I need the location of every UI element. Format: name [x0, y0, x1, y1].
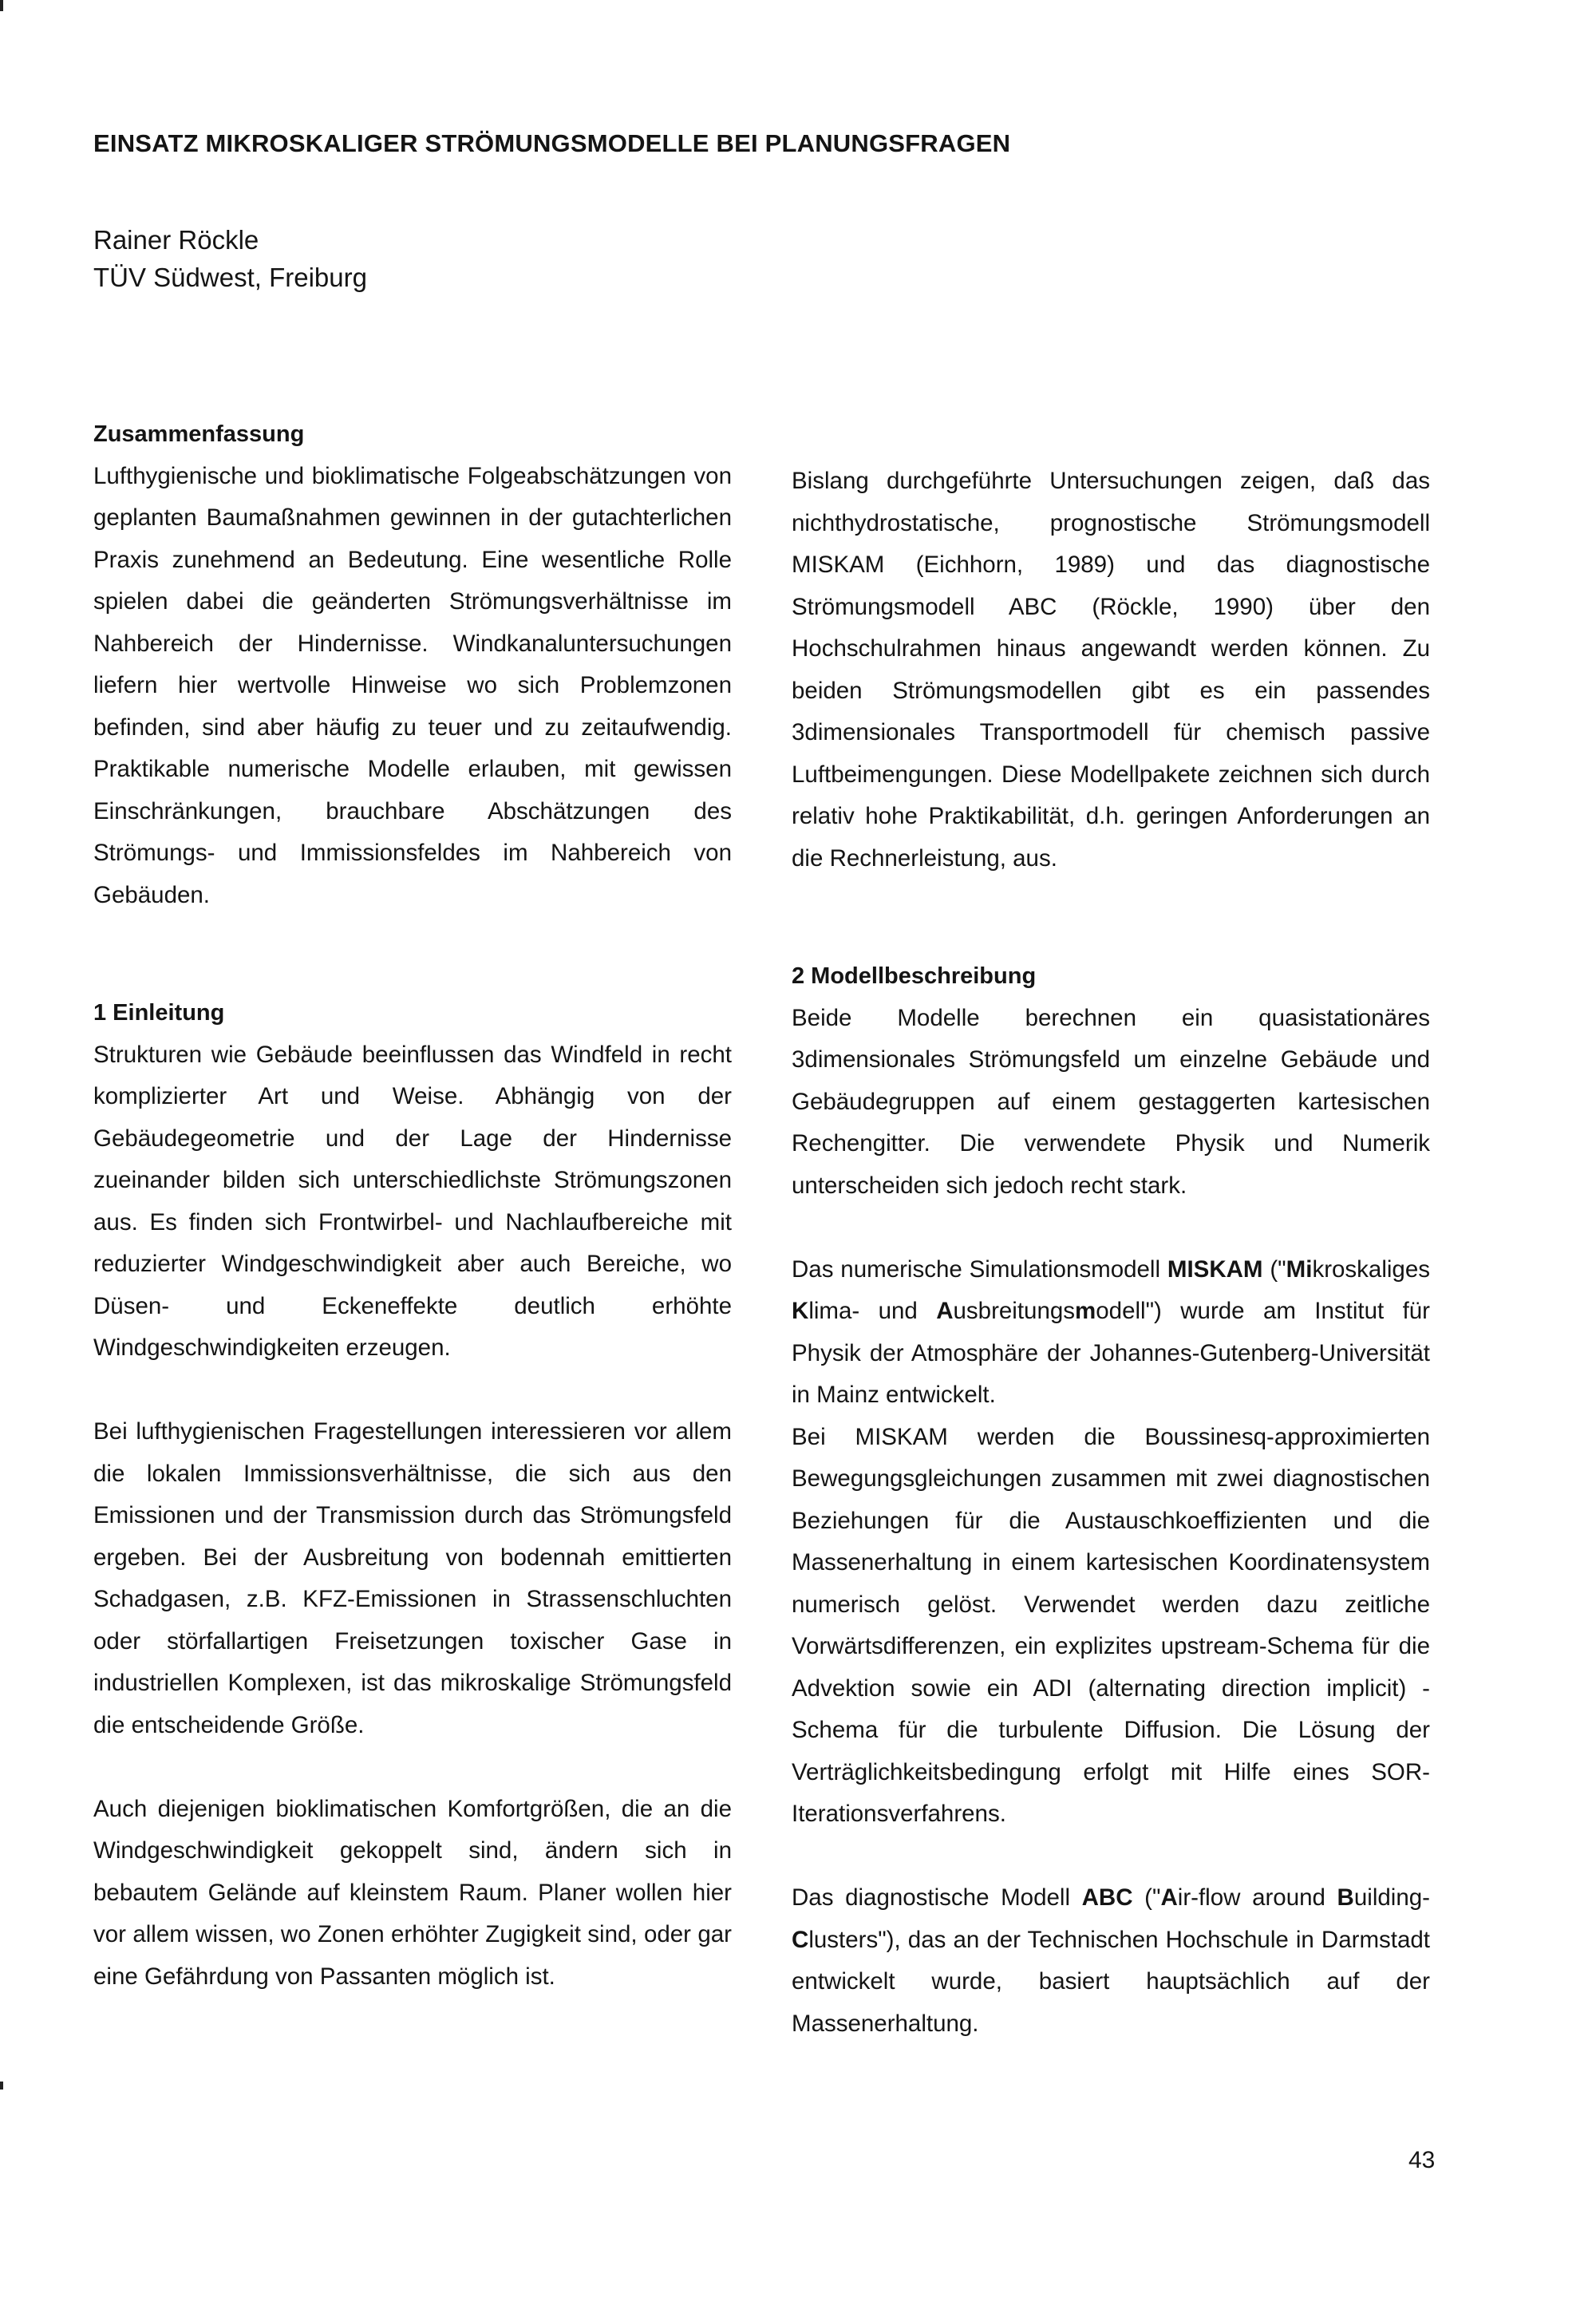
abstract-right-column — [792, 461, 1430, 880]
model-name-miskam: MISKAM — [1167, 1255, 1263, 1283]
scan-edge-mark — [0, 0, 3, 11]
section-heading: 2 Modellbeschreibung — [792, 963, 1037, 989]
body-paragraph: Bei MISKAM werden die Boussinesq-approximierten Bewegungsgleichungen zusammen mit zwei diagnostischen Beziehungen für die Austauschkoeffizienten und die Massenerhaltung in einem kartesischen Koordinatensystem numerisch gelöst. Verwendet werden dazu zeitliche Vorwärtsdifferenzen, ein explizites upstream-Schema für die Advektion sowie ein ADI (alternating direction implicit) - Schema für die turbulente Diffusion. Die Lösung der Verträglichkeitsbedingung erfolgt mit Hilfe eines SOR-Iterationsverfahrens. — [792, 1423, 1430, 1827]
body-paragraph: Beide Modelle berechnen ein quasistationäres 3dimensionales Strömungsfeld um einzelne Gebäude und Gebäudegruppen auf einem gestaggerten kartesischen Rechengitter. Die verwendete Physik und Numerik unterscheiden sich jedoch recht stark. — [792, 1004, 1430, 1199]
body-paragraph: Das diagnostische Modell ABC ("Air-flow around Building-Clusters"), das an der Technischen Hochschule in Darmstadt entwickelt wurde, basiert hauptsächlich auf der Massenerhaltung. — [792, 1884, 1430, 2037]
model-name-abc: ABC — [1081, 1884, 1133, 1911]
abstract-heading: Zusammenfassung — [93, 421, 305, 447]
body-paragraph: Das numerische Simulationsmodell MISKAM ("Mikroskaliges Klima- und Ausbreitungsmodell") wurde am Institut für Physik der Atmosphäre der Johannes-Gutenberg-Universität in Mainz entwickelt. — [792, 1255, 1430, 1408]
body-paragraph: Strukturen wie Gebäude beeinflussen das Windfeld in recht komplizierter Art und Weise. Abhängig von der Gebäudegeometrie und der Lage der Hindernisse zueinander bilden sich unterschiedlichste Strömungszonen aus. Es finden sich Frontwirbel- und Nachlaufbereiche mit reduzierter Windgeschwindigkeit aber auch Bereiche, wo Düsen- und Eckeneffekte deutlich erhöhte Windgeschwindigkeiten erzeugen. — [93, 1041, 732, 1361]
model-description-column — [792, 955, 1430, 2045]
author-affiliation: TÜV Südwest, Freiburg — [93, 263, 367, 292]
abstract-paragraph: Lufthygienische und bioklimatische Folgeabschätzungen von geplanten Baumaßnahmen gewinnen in der gutachterlichen Praxis zunehmend an Bedeutung. Eine wesentliche Rolle spielen dabei die geänderten Strömungsverhältnisse im Nahbereich der Hindernisse. Windkanaluntersuchungen liefern hier wertvolle Hinweise wo sich Problemzonen befinden, sind aber häufig zu teuer und zu zeitaufwendig. Praktikable numerische Modelle erlauben, mit gewissen Einschränkungen, brauchbare Abschätzungen des Strömungs- und Immissionsfeldes im Nahbereich von Gebäuden. — [93, 462, 732, 908]
body-paragraph: Auch diejenigen bioklimatischen Komfortgrößen, die an die Windgeschwindigkeit gekoppelt sind, ändern sich in bebautem Gelände auf kleinstem Raum. Planer wollen hier vor allem wissen, wo Zonen erhöhter Zugigkeit sind, oder gar eine Gefährdung von Passanten möglich ist. — [93, 1795, 732, 1990]
author-name: Rainer Röckle — [93, 225, 259, 255]
introduction-column — [93, 992, 732, 1998]
page-number: 43 — [1408, 2147, 1436, 2173]
abstract-paragraph: Bislang durchgeführte Untersuchungen zeigen, daß das nichthydrostatische, prognostische Strömungsmodell MISKAM (Eichhorn, 1989) und das diagnostische Strömungsmodell ABC (Röckle, 1990) über den Hochschulrahmen hinaus angewandt werden können. Zu beiden Strömungsmodellen gibt es ein passendes 3dimensionales Transportmodell für chemisch passive Luftbeimengungen. Diese Modellpakete zeichnen sich durch relativ hohe Praktikabilität, d.h. geringen Anforderungen an die Rechnerleistung, aus. — [792, 468, 1430, 872]
author-block — [93, 221, 367, 296]
section-heading: 1 Einleitung — [93, 1000, 225, 1026]
body-paragraph: Bei lufthygienischen Fragestellungen interessieren vor allem die lokalen Immissionsverhältnisse, die sich aus den Emissionen und der Transmission durch das Strömungsfeld ergeben. Bei der Ausbreitung von bodennah emittierten Schadgasen, z.B. KFZ-Emissionen in Strassenschluchten oder störfallartigen Freisetzungen toxischer Gase in industriellen Komplexen, ist das mikroskalige Strömungsfeld die entscheidende Größe. — [93, 1418, 732, 1738]
paper-title: EINSATZ MIKROSKALIGER STRÖMUNGSMODELLE BEI PLANUNGSFRAGEN — [93, 129, 1011, 157]
scan-edge-mark — [0, 2082, 3, 2090]
abstract-left-column — [93, 413, 732, 916]
